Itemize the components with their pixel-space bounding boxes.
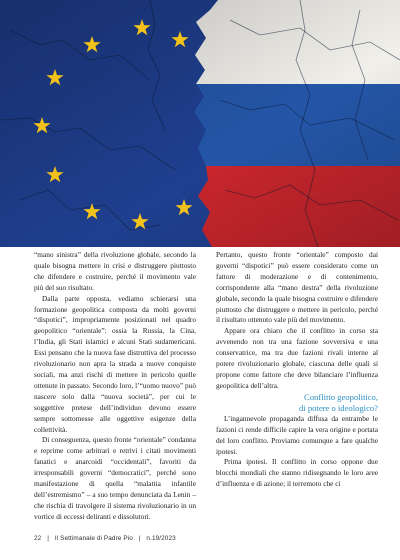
page-number: 22 <box>34 535 42 542</box>
subheading-line: Conflitto geopolitico, <box>304 391 378 402</box>
subheading-line: di potere o ideologico? <box>299 402 378 413</box>
paragraph: Pertanto, questo fronte “orientale” composto dai governi “dispotici” può essere considerato come un fattore di moderazione e di contenimento, corrispondente alla “mano destra” della rivoluzione globale, secondo la quale bisogna costruire e difendere piuttosto che distruggere e mettere in pericolo, perché il risultato ottenuto vale più del movimento. <box>216 250 378 325</box>
page-footer <box>34 535 180 542</box>
issue-number: n.19/2023 <box>146 535 176 542</box>
hero-image <box>0 0 400 247</box>
paragraph: L’ingannevole propaganda diffusa da entrambe le fazioni ci rende difficile capire la vera origine e portata del loro conflitto. Proviamo comunque a fare qualche ipotesi. <box>216 413 378 456</box>
article-column-right <box>216 250 378 490</box>
footer-separator: | <box>47 535 49 542</box>
paragraph: Dalla parte opposta, vediamo schierarsi una formazione geopolitica composta da molti governi “dispotici”, impropriamente posizionati nel quadro geopolitico “orientale”: ossia la Russia, la Cina, l’India, gli Stati islamici e alcuni Stati sudamericani. Essi pensano che la nuova fase distruttiva del processo rivoluzionario non apra la strada a nuove conquiste sociali, ma anzi rischi di mettere in pericolo quelle ottenute in passato. Secondo loro, l’“uomo nuovo” può nascere solo dalla “nuova società”, per cui le soggettive pretese dell’individuo devono essere sempre sottomesse alle oggettive esigenze della collettività. <box>34 293 196 434</box>
paragraph: Appare ora chiaro che il conflitto in corso sta avvenendo non tra una fazione sovversiva e una conservatrice, ma tra due fazioni rivali interne al potere rivoluzionario globale, ciascuna delle quali si propone come fattore che deve bilanciare l’influenza geopolitica dell’altra. <box>216 326 378 390</box>
paragraph: Di conseguenza, questo fronte “orientale” condanna e reprime come arbitrari e retrivi i citati movimenti fanatici e anarcoidi “occidentali”, favoriti da irresponsabili governi “democratici”, perché sono manifestazione di quella “malattia infantile dell’estremismo” – a suo tempo denunciata da Lenin – che rischia di travolgere il sistema rivoluzionario in un vortice di eccessi deliranti e dissolutori. <box>34 435 196 521</box>
paragraph: “mano sinistra” della rivoluzione globale, secondo la quale bisogna mettere in crisi e distruggere piuttosto che difendere e costruire, perché il movimento vale più del suo risultato. <box>34 250 196 292</box>
footer-separator: | <box>138 535 141 542</box>
eu-russia-flag-illustration <box>0 0 400 247</box>
paragraph: Prima ipotesi. Il conflitto in corso oppone due blocchi mondiali che stanno ridisegnando le loro aree d’influenza e di azione; il terremoto che ci <box>216 457 378 489</box>
section-subheading <box>216 392 378 414</box>
publication-name: Il Settimanale di Padre Pio <box>54 535 133 542</box>
article-column-left <box>34 250 196 523</box>
